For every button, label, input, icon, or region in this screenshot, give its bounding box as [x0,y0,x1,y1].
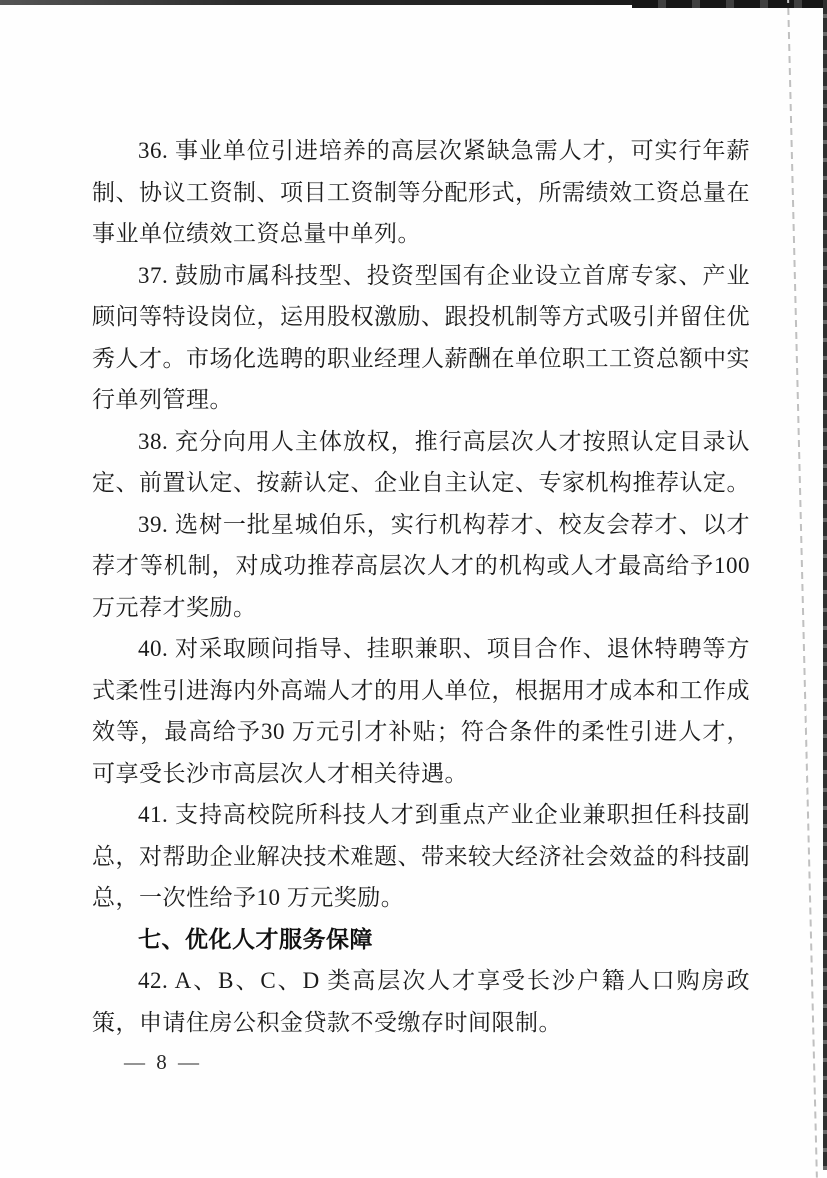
scan-edge-right [823,0,827,1170]
paragraph-39: 39. 选树一批星城伯乐，实行机构荐才、校友会荐才、以才荐才等机制，对成功推荐高层次人才的机构或人才最高给予100 万元荐才奖励。 [92,511,750,620]
paragraph-38: 38. 充分向用人主体放权，推行高层次人才按照认定目录认定、前置认定、按薪认定、企业自主认定、专家机构推荐认定。 [92,428,750,495]
paragraph-40: 40. 对采取顾问指导、挂职兼职、项目合作、退休特聘等方式柔性引进海内外高端人才的用人单位，根据用才成本和工作成效等，最高给予30 万元引才补贴；符合条件的柔性引进人才，可享受长沙市高层次人才相关待遇。 [92,636,750,786]
paragraph-42: 42. A、B、C、D 类高层次人才享受长沙户籍人口购房政策，申请住房公积金贷款不受缴存时间限制。 [92,968,750,1035]
paragraph-41: 41. 支持高校院所科技人才到重点产业企业兼职担任科技副总，对帮助企业解决技术难题、带来较大经济社会效益的科技副总，一次性给予10 万元奖励。 [92,802,750,910]
scan-edge-top-right [632,0,827,8]
document-body [92,130,750,1043]
paragraph-37: 37. 鼓励市属科技型、投资型国有企业设立首席专家、产业顾问等特设岗位，运用股权激励、跟投机制等方式吸引并留住优秀人才。市场化选聘的职业经理人薪酬在单位职工工资总额中实行单列管理。 [92,262,750,412]
section-heading: 七、优化人才服务保障 [138,926,373,952]
page-number: — 8 — [124,1050,202,1074]
paragraph-36: 36. 事业单位引进培养的高层次紧缺急需人才，可实行年薪制、协议工资制、项目工资制等分配形式，所需绩效工资总量在事业单位绩效工资总量中单列。 [92,138,750,246]
scan-fold-line [787,0,818,1178]
